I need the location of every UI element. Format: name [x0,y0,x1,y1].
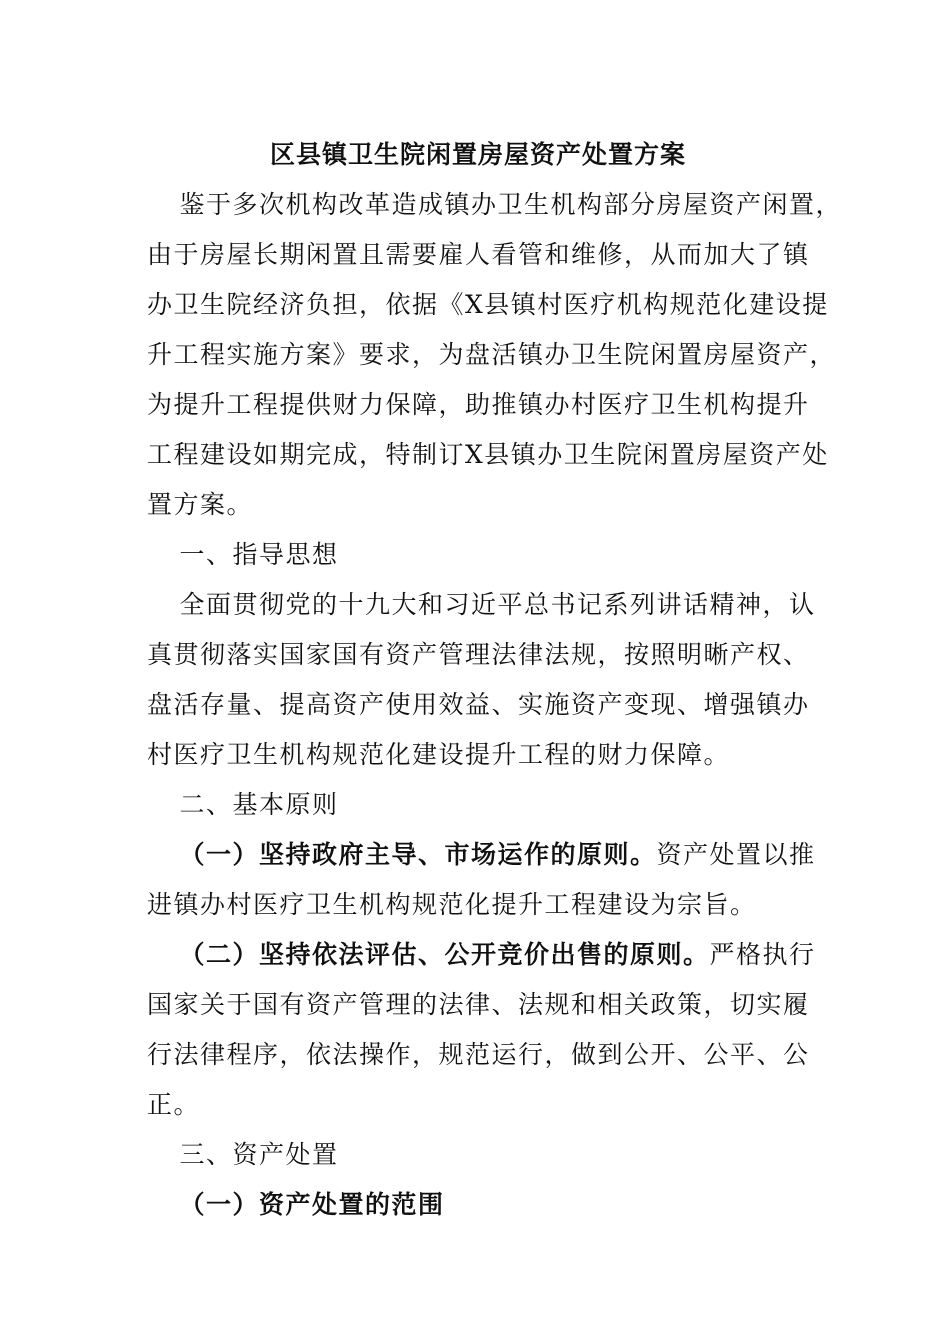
intro-line: 鉴于多次机构改革造成镇办卫生机构部分房屋资产闲置， [179,190,843,219]
paragraph-line [147,830,816,880]
paragraph-line: 正。 [147,1090,201,1119]
guiding-ideology-paragraph [147,580,816,780]
paragraph-line: 进镇办村医疗卫生机构规范化提升工程建设为宗旨。 [147,890,757,919]
intro-line: 办卫生院经济负担，依据《X县镇村医疗机构规范化建设提 [147,290,829,319]
subsection-heading-disposal-scope: （一）资产处置的范围 [179,1190,445,1219]
document-body [147,130,843,1230]
principle-one-text: 资产处置以推 [656,840,816,869]
paragraph-line: 村医疗卫生机构规范化建设提升工程的财力保障。 [147,740,731,769]
paragraph-line: 真贯彻落实国家国有资产管理法律法规，按照明晰产权、 [147,640,810,669]
principle-two-title: （二）坚持依法评估、公开竞价出售的原则。 [179,940,710,969]
paragraph-line: 国家关于国有资产管理的法律、法规和相关政策，切实履 [147,990,810,1019]
paragraph-line: 全面贯彻党的十九大和习近平总书记系列讲话精神，认 [179,590,816,619]
principle-two-paragraph [147,930,816,1130]
document-title: 区县镇卫生院闲置房屋资产处置方案 [269,140,686,169]
paragraph-line: 行法律程序，依法操作，规范运行，做到公开、公平、公 [147,1040,810,1069]
intro-paragraph [147,180,843,530]
principle-one-title: （一）坚持政府主导、市场运作的原则。 [179,840,657,869]
principle-two-text: 严格执行 [709,940,816,969]
principle-one-paragraph [147,830,816,930]
intro-line: 工程建设如期完成，特制订X县镇办卫生院闲置房屋资产处 [147,440,829,469]
intro-line: 为提升工程提供财力保障，助推镇办村医疗卫生机构提升 [147,390,810,419]
section-heading-guiding-ideology: 一、指导思想 [179,540,339,569]
section-heading-asset-disposal: 三、资产处置 [179,1140,339,1169]
section-heading-basic-principles: 二、基本原则 [179,790,339,819]
intro-line: 置方案。 [147,490,254,519]
intro-line: 由于房屋长期闲置且需要雇人看管和维修，从而加大了镇 [147,240,810,269]
paragraph-line [147,930,816,980]
intro-line: 升工程实施方案》要求，为盘活镇办卫生院闲置房屋资产， [147,340,837,369]
paragraph-line: 盘活存量、提高资产使用效益、实施资产变现、增强镇办 [147,690,810,719]
